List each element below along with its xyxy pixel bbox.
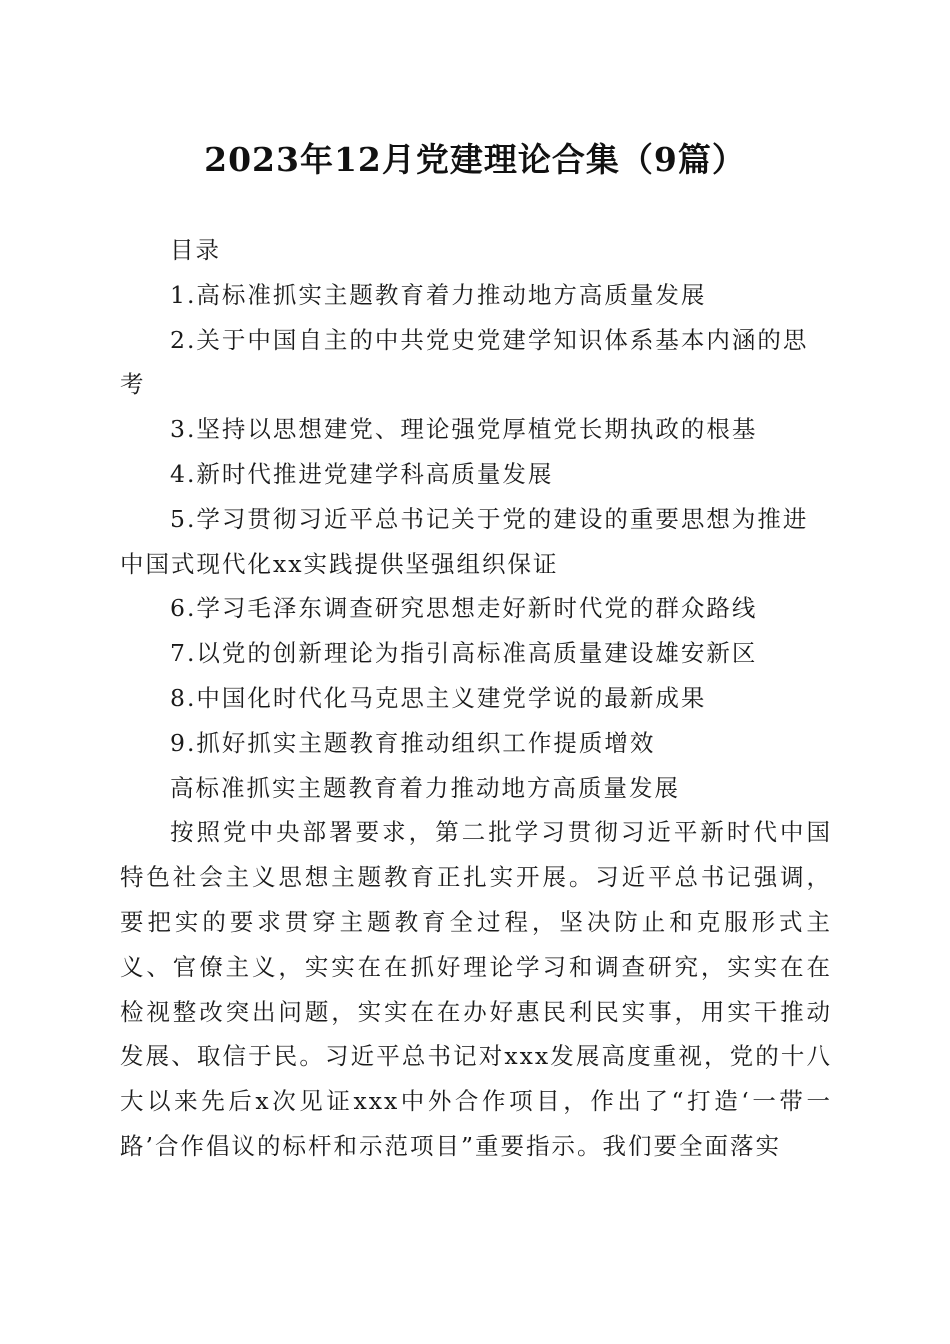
toc-item-1: 1.高标准抓实主题教育着力推动地方高质量发展 (170, 280, 707, 309)
article-title: 高标准抓实主题教育着力推动地方高质量发展 (170, 773, 680, 802)
document-body (120, 228, 832, 1169)
toc-item-3: 3.坚持以思想建党、理论强党厚植党长期执政的根基 (170, 415, 758, 444)
toc-item-4: 4.新时代推进党建学科高质量发展 (170, 459, 554, 488)
toc-item-7: 7.以党的创新理论为指引高标准高质量建设雄安新区 (170, 639, 758, 668)
toc-item-2: 2.关于中国自主的中共党史党建学知识体系基本内涵的思考 (120, 325, 809, 399)
toc-item-8: 8.中国化时代化马克思主义建党学说的最新成果 (170, 683, 707, 712)
toc-item-6: 6.学习毛泽东调查研究思想走好新时代党的群众路线 (170, 594, 758, 623)
toc-item-5: 5.学习贯彻习近平总书记关于党的建设的重要思想为推进中国式现代化xx实践提供坚强组织保证 (120, 504, 809, 578)
article-paragraph: 按照党中央部署要求，第二批学习贯彻习近平新时代中国特色社会主义思想主题教育正扎实开展。习近平总书记强调，要把实的要求贯穿主题教育全过程，坚决防止和克服形式主义、官僚主义，实实在在抓好理论学习和调查研究，实实在在检视整改突出问题，实实在在办好惠民利民实事，用实干推动发展、取信于民。习近平总书记对xxx发展高度重视，党的十八大以来先后x次见证xxx中外合作项目，作出了“打造‘一带一路’合作倡议的标杆和示范项目”重要指示。我们要全面落实 (120, 818, 832, 1160)
toc-item-9: 9.抓好抓实主题教育推动组织工作提质增效 (170, 728, 656, 757)
toc-heading: 目录 (170, 236, 221, 264)
document-title: 2023年12月党建理论合集（9篇） (204, 140, 746, 179)
